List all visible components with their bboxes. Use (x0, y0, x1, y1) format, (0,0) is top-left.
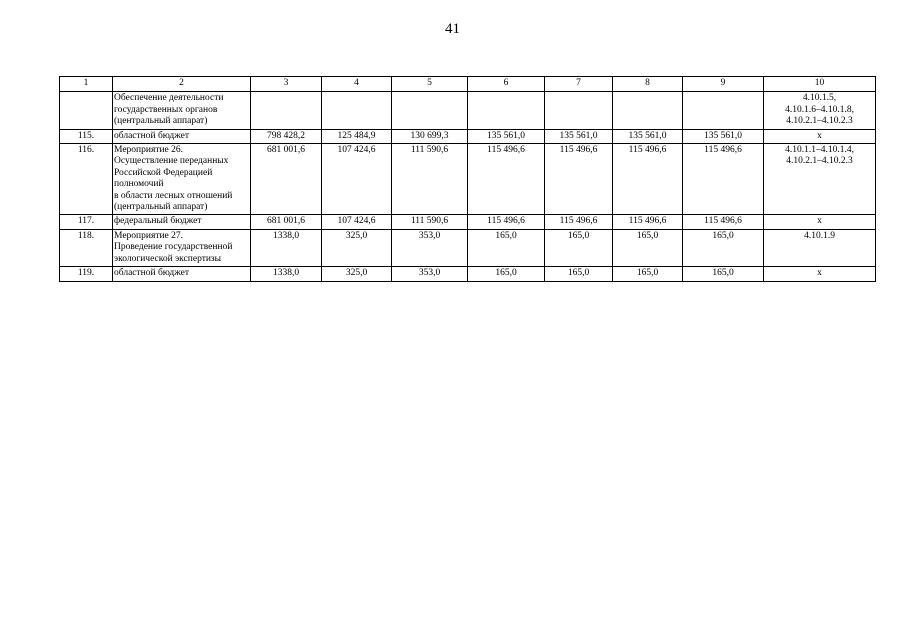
row-number: 116. (60, 144, 113, 215)
row-name: федеральный бюджет (113, 215, 251, 229)
row-value: 165,0 (468, 267, 545, 281)
column-header: 3 (251, 77, 322, 92)
row-value: 165,0 (545, 267, 613, 281)
column-header: 7 (545, 77, 613, 92)
row-name: областной бюджет (113, 267, 251, 281)
column-header: 8 (613, 77, 683, 92)
row-value: 165,0 (613, 267, 683, 281)
table-row (60, 129, 876, 143)
row-value (322, 92, 392, 129)
row-number: 115. (60, 129, 113, 143)
column-header: 6 (468, 77, 545, 92)
row-value: 115 496,6 (613, 215, 683, 229)
row-value: 1338,0 (251, 267, 322, 281)
row-number: 119. (60, 267, 113, 281)
row-value: 681 001,6 (251, 215, 322, 229)
row-value: 107 424,6 (322, 215, 392, 229)
row-name: Мероприятие 26. Осуществление переданных Российской Федерацией полномочий в области лесных отношений (центральный аппарат) (113, 144, 251, 215)
row-value (392, 92, 468, 129)
row-value: 115 496,6 (545, 144, 613, 215)
row-value: 135 561,0 (468, 129, 545, 143)
row-value: 165,0 (683, 229, 764, 266)
budget-table (59, 76, 876, 282)
row-value: 353,0 (392, 229, 468, 266)
row-value: 1338,0 (251, 229, 322, 266)
table-row (60, 92, 876, 129)
row-value: 798 428,2 (251, 129, 322, 143)
row-number: 117. (60, 215, 113, 229)
row-value: 325,0 (322, 267, 392, 281)
column-header: 2 (113, 77, 251, 92)
row-value (251, 92, 322, 129)
row-value: 115 496,6 (468, 215, 545, 229)
row-value: 135 561,0 (613, 129, 683, 143)
row-value: 125 484,9 (322, 129, 392, 143)
row-value: 107 424,6 (322, 144, 392, 215)
row-value (613, 92, 683, 129)
row-value: 165,0 (545, 229, 613, 266)
row-value: 135 561,0 (545, 129, 613, 143)
row-value: 353,0 (392, 267, 468, 281)
column-header: 5 (392, 77, 468, 92)
row-value: 165,0 (613, 229, 683, 266)
column-header: 9 (683, 77, 764, 92)
row-reference: 4.10.1.1–4.10.1.4, 4.10.2.1–4.10.2.3 (764, 144, 876, 215)
row-value: 165,0 (683, 267, 764, 281)
page-number: 41 (445, 21, 460, 37)
row-reference: х (764, 129, 876, 143)
row-name: Мероприятие 27. Проведение государственной экологической экспертизы (113, 229, 251, 266)
table-header-row (60, 77, 876, 92)
table-row (60, 267, 876, 281)
row-value (468, 92, 545, 129)
row-value: 135 561,0 (683, 129, 764, 143)
column-header: 4 (322, 77, 392, 92)
row-value: 115 496,6 (683, 215, 764, 229)
row-value: 130 699,3 (392, 129, 468, 143)
row-name: Обеспечение деятельности государственных органов (центральный аппарат) (113, 92, 251, 129)
column-header: 1 (60, 77, 113, 92)
row-value: 115 496,6 (468, 144, 545, 215)
row-value: 115 496,6 (683, 144, 764, 215)
row-value: 325,0 (322, 229, 392, 266)
row-reference: 4.10.1.5, 4.10.1.6–4.10.1.8, 4.10.2.1–4.10.2.3 (764, 92, 876, 129)
row-reference: 4.10.1.9 (764, 229, 876, 266)
row-reference: х (764, 267, 876, 281)
row-value (545, 92, 613, 129)
row-value: 115 496,6 (545, 215, 613, 229)
row-name: областной бюджет (113, 129, 251, 143)
table-row (60, 144, 876, 215)
table-row (60, 215, 876, 229)
row-number: 118. (60, 229, 113, 266)
row-reference: х (764, 215, 876, 229)
row-value: 115 496,6 (613, 144, 683, 215)
row-value: 165,0 (468, 229, 545, 266)
row-number (60, 92, 113, 129)
row-value: 111 590,6 (392, 144, 468, 215)
row-value: 681 001,6 (251, 144, 322, 215)
row-value: 111 590,6 (392, 215, 468, 229)
table-row (60, 229, 876, 266)
row-value (683, 92, 764, 129)
column-header: 10 (764, 77, 876, 92)
